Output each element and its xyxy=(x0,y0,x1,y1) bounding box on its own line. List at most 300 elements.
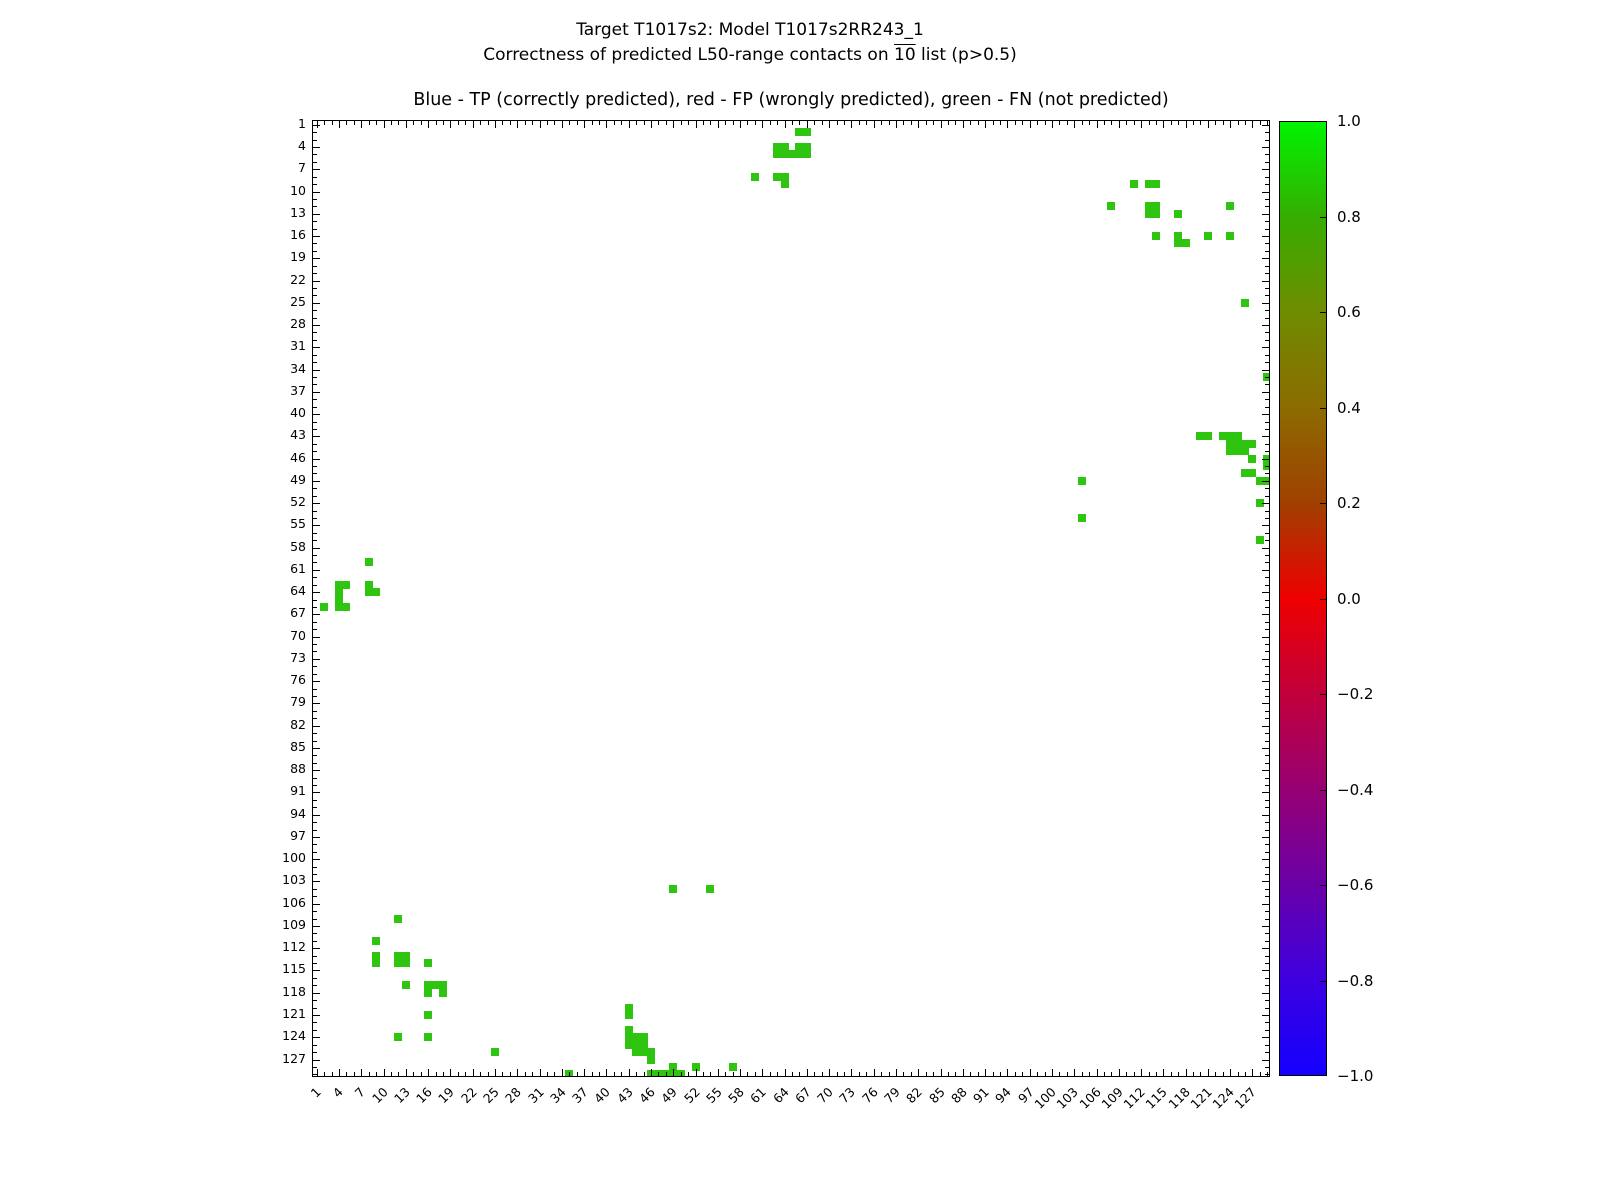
y-tick xyxy=(313,162,317,163)
colorbar-tick xyxy=(1320,790,1327,791)
x-tick xyxy=(517,1069,518,1076)
y-tick xyxy=(1265,577,1269,578)
x-tick xyxy=(644,121,645,125)
y-tick xyxy=(313,503,320,504)
x-tick xyxy=(1015,1072,1016,1076)
fn-cell xyxy=(1152,232,1160,240)
x-tick-label: 13 xyxy=(390,1084,413,1107)
y-tick xyxy=(313,511,317,512)
x-tick xyxy=(346,1072,347,1076)
x-tick xyxy=(762,1069,763,1076)
x-tick xyxy=(450,121,451,128)
y-tick-label: 37 xyxy=(290,382,306,398)
y-tick-label: 121 xyxy=(282,1005,306,1021)
fn-cell xyxy=(424,959,432,967)
y-tick-label: 76 xyxy=(290,672,306,688)
y-tick xyxy=(1265,377,1269,378)
x-tick xyxy=(733,121,734,125)
x-tick xyxy=(547,121,548,125)
y-tick xyxy=(1262,993,1269,994)
x-tick xyxy=(1134,1072,1135,1076)
y-tick xyxy=(1265,540,1269,541)
colorbar-tick xyxy=(1320,503,1327,504)
x-tick xyxy=(346,121,347,125)
y-tick xyxy=(1265,533,1269,534)
x-tick xyxy=(777,121,778,125)
x-tick xyxy=(718,121,719,128)
y-tick xyxy=(1262,147,1269,148)
y-tick xyxy=(313,763,317,764)
x-tick xyxy=(696,1069,697,1076)
y-tick-label: 127 xyxy=(282,1050,306,1066)
y-tick xyxy=(1265,711,1269,712)
y-tick xyxy=(313,837,320,838)
x-tick xyxy=(1193,1072,1194,1076)
x-tick xyxy=(1059,121,1060,125)
x-tick xyxy=(584,121,585,128)
y-tick xyxy=(313,792,320,793)
y-tick xyxy=(1265,422,1269,423)
y-tick xyxy=(313,970,320,971)
x-tick xyxy=(658,121,659,125)
y-tick xyxy=(1265,978,1269,979)
x-tick xyxy=(406,1069,407,1076)
x-tick xyxy=(866,1072,867,1076)
y-tick xyxy=(313,844,317,845)
y-tick xyxy=(1265,822,1269,823)
y-tick xyxy=(1265,162,1269,163)
x-tick-label: 34 xyxy=(546,1084,569,1107)
colorbar-tick xyxy=(1320,312,1327,313)
y-tick xyxy=(313,711,317,712)
x-tick xyxy=(569,121,570,125)
y-tick xyxy=(313,310,317,311)
y-tick-label: 28 xyxy=(290,316,306,331)
y-tick xyxy=(1265,177,1269,178)
x-tick xyxy=(651,121,652,128)
x-tick-label: 7 xyxy=(351,1084,369,1101)
colorbar-tick xyxy=(1320,217,1327,218)
x-tick xyxy=(881,1072,882,1076)
y-tick xyxy=(1265,755,1269,756)
y-tick xyxy=(313,651,317,652)
x-tick xyxy=(1074,121,1075,128)
y-tick xyxy=(313,154,317,155)
x-tick xyxy=(807,121,808,128)
colorbar-tick-label: 0.4 xyxy=(1337,398,1361,417)
x-tick xyxy=(703,1072,704,1076)
y-tick xyxy=(1265,511,1269,512)
x-tick xyxy=(1178,1072,1179,1076)
x-tick xyxy=(948,121,949,125)
x-tick xyxy=(822,121,823,125)
y-tick xyxy=(1265,184,1269,185)
x-tick-label: 40 xyxy=(591,1084,614,1107)
y-tick-label: 124 xyxy=(282,1028,306,1044)
x-tick xyxy=(785,121,786,128)
y-tick xyxy=(1265,399,1269,400)
y-tick xyxy=(313,318,317,319)
y-tick xyxy=(1265,355,1269,356)
x-tick-label: 1 xyxy=(307,1084,324,1101)
colorbar-tick-label: −0.6 xyxy=(1337,876,1374,894)
x-tick xyxy=(473,1069,474,1076)
y-tick-label: 22 xyxy=(290,271,306,287)
x-tick xyxy=(740,1069,741,1076)
x-tick xyxy=(1245,121,1246,125)
x-tick xyxy=(1111,121,1112,125)
y-tick xyxy=(1265,644,1269,645)
x-tick xyxy=(807,1069,808,1076)
x-tick xyxy=(718,1069,719,1076)
y-tick xyxy=(1262,703,1269,704)
x-tick xyxy=(918,121,919,128)
x-tick xyxy=(554,121,555,125)
x-tick-label: 76 xyxy=(858,1084,881,1107)
y-tick xyxy=(1265,689,1269,690)
y-tick xyxy=(313,911,317,912)
y-tick xyxy=(1265,473,1269,474)
x-tick xyxy=(710,121,711,125)
y-tick xyxy=(1265,221,1269,222)
y-tick xyxy=(1262,370,1269,371)
x-tick xyxy=(391,1072,392,1076)
x-tick xyxy=(681,1072,682,1076)
x-tick xyxy=(851,1069,852,1076)
x-tick xyxy=(1178,121,1179,125)
y-tick xyxy=(313,1052,317,1053)
y-tick xyxy=(1265,1045,1269,1046)
y-tick xyxy=(1265,243,1269,244)
y-tick-label: 61 xyxy=(290,560,306,576)
y-tick xyxy=(313,919,317,920)
y-tick xyxy=(313,422,317,423)
title-line2-prefix: Correctness of predicted L50-range contacts on xyxy=(483,45,894,65)
x-tick xyxy=(688,121,689,125)
y-tick xyxy=(1265,741,1269,742)
x-tick xyxy=(465,121,466,125)
x-tick xyxy=(1007,1069,1008,1076)
y-tick-label: 19 xyxy=(290,249,306,265)
x-tick xyxy=(1156,121,1157,125)
y-tick-label: 103 xyxy=(282,872,306,888)
x-tick xyxy=(391,121,392,125)
y-tick xyxy=(1262,948,1269,949)
y-tick xyxy=(313,607,317,608)
y-tick xyxy=(313,1022,317,1023)
y-tick-label: 118 xyxy=(282,983,306,999)
y-tick xyxy=(313,577,317,578)
x-tick xyxy=(1037,1072,1038,1076)
fn-cell xyxy=(1152,210,1160,218)
x-tick-label: 124 xyxy=(1209,1084,1238,1112)
y-tick xyxy=(313,481,320,482)
x-tick xyxy=(599,121,600,125)
x-tick-label: 22 xyxy=(457,1084,480,1107)
x-tick-label: 52 xyxy=(680,1084,703,1107)
colorbar-tick-label: −0.2 xyxy=(1337,685,1374,703)
y-tick xyxy=(313,407,317,408)
y-tick xyxy=(1262,503,1269,504)
x-tick xyxy=(896,121,897,128)
y-tick xyxy=(313,993,320,994)
y-tick xyxy=(313,896,317,897)
y-tick-label: 94 xyxy=(290,805,306,821)
y-tick xyxy=(313,540,317,541)
x-tick xyxy=(1104,1072,1105,1076)
y-tick xyxy=(313,125,320,126)
y-tick xyxy=(1265,778,1269,779)
x-tick xyxy=(488,1072,489,1076)
colorbar-tick-label: 0.8 xyxy=(1337,207,1361,226)
x-tick xyxy=(903,121,904,125)
x-tick-label: 79 xyxy=(881,1084,903,1107)
colorbar-tick-label: −1.0 xyxy=(1337,1067,1374,1085)
y-tick xyxy=(1265,1022,1269,1023)
x-tick xyxy=(413,121,414,125)
x-tick xyxy=(1200,121,1201,125)
y-tick xyxy=(1265,844,1269,845)
x-tick xyxy=(889,1072,890,1076)
x-tick xyxy=(903,1072,904,1076)
y-tick-label: 115 xyxy=(282,961,306,977)
x-tick xyxy=(673,1069,674,1076)
x-tick xyxy=(562,121,563,128)
x-tick xyxy=(1238,121,1239,125)
x-tick xyxy=(502,1072,503,1076)
y-tick xyxy=(313,496,317,497)
y-tick-label: 109 xyxy=(282,916,306,932)
x-tick xyxy=(926,1072,927,1076)
x-tick xyxy=(770,121,771,125)
x-tick xyxy=(1097,1069,1098,1076)
x-tick xyxy=(361,121,362,128)
x-tick xyxy=(859,121,860,125)
x-tick xyxy=(696,121,697,128)
x-tick xyxy=(629,1069,630,1076)
y-tick xyxy=(313,347,320,348)
x-tick xyxy=(978,121,979,125)
x-tick xyxy=(1111,1072,1112,1076)
y-tick xyxy=(1265,600,1269,601)
y-tick xyxy=(1265,785,1269,786)
y-tick xyxy=(1265,266,1269,267)
y-tick-label: 1 xyxy=(298,115,306,131)
y-tick xyxy=(1262,481,1269,482)
y-tick-label: 70 xyxy=(290,627,306,643)
y-tick xyxy=(313,741,317,742)
y-tick xyxy=(1262,1060,1269,1061)
x-tick xyxy=(1037,121,1038,125)
x-tick-label: 10 xyxy=(368,1084,391,1107)
y-tick xyxy=(313,206,317,207)
fn-cell xyxy=(402,959,410,967)
x-tick xyxy=(1015,121,1016,125)
y-tick xyxy=(313,147,320,148)
x-tick xyxy=(829,121,830,128)
y-tick xyxy=(313,340,317,341)
x-tick-label: 31 xyxy=(524,1084,547,1107)
x-tick-label: 70 xyxy=(814,1084,836,1107)
x-tick xyxy=(1186,1069,1187,1076)
y-tick xyxy=(1265,362,1269,363)
y-tick xyxy=(1265,629,1269,630)
fn-cell xyxy=(439,989,447,997)
x-tick xyxy=(1141,121,1142,128)
y-tick xyxy=(1265,674,1269,675)
x-tick xyxy=(480,1072,481,1076)
y-tick xyxy=(313,370,320,371)
x-tick-label: 106 xyxy=(1075,1084,1104,1112)
x-tick xyxy=(413,1072,414,1076)
axes-title: Blue - TP (correctly predicted), red - FP (wrongly predicted), green - FN (not predicted) xyxy=(413,90,1169,110)
x-tick xyxy=(369,121,370,125)
fn-cell xyxy=(394,1033,402,1041)
x-tick xyxy=(540,121,541,128)
y-tick xyxy=(313,978,317,979)
y-tick xyxy=(313,288,317,289)
y-tick xyxy=(313,926,320,927)
y-tick xyxy=(1262,815,1269,816)
x-tick xyxy=(1230,121,1231,128)
x-tick xyxy=(666,1072,667,1076)
y-tick xyxy=(313,221,317,222)
x-tick xyxy=(510,121,511,125)
x-tick xyxy=(1245,1072,1246,1076)
y-tick xyxy=(313,273,317,274)
y-tick-label: 112 xyxy=(282,939,306,955)
y-tick xyxy=(313,956,317,957)
fn-cell xyxy=(1248,440,1256,448)
x-tick xyxy=(361,1069,362,1076)
x-tick xyxy=(740,121,741,128)
y-tick xyxy=(1262,392,1269,393)
fn-cell xyxy=(1078,514,1086,522)
y-tick xyxy=(313,933,317,934)
x-tick xyxy=(1267,121,1268,125)
x-tick xyxy=(1215,1072,1216,1076)
y-tick xyxy=(1265,874,1269,875)
y-tick xyxy=(1265,518,1269,519)
fn-cell xyxy=(394,915,402,923)
y-tick xyxy=(1265,800,1269,801)
y-tick xyxy=(313,362,317,363)
y-tick-label: 67 xyxy=(290,605,306,621)
y-tick xyxy=(1262,192,1269,193)
y-tick xyxy=(313,229,317,230)
y-tick xyxy=(313,214,320,215)
x-tick xyxy=(725,121,726,125)
x-tick xyxy=(844,121,845,125)
y-tick xyxy=(1265,199,1269,200)
y-tick xyxy=(313,770,320,771)
x-tick xyxy=(1252,1069,1253,1076)
y-tick xyxy=(313,948,320,949)
y-tick xyxy=(313,303,320,304)
colorbar-tick xyxy=(1320,981,1327,982)
y-tick xyxy=(313,637,320,638)
y-tick xyxy=(1265,384,1269,385)
x-tick xyxy=(1059,1072,1060,1076)
y-tick xyxy=(1262,325,1269,326)
x-tick xyxy=(1149,121,1150,125)
title-line2-overline: 10 xyxy=(894,45,916,65)
y-tick xyxy=(313,295,317,296)
fn-cell xyxy=(365,558,373,566)
y-tick xyxy=(1262,214,1269,215)
y-tick xyxy=(313,681,320,682)
x-tick xyxy=(1030,121,1031,128)
y-tick xyxy=(313,1030,317,1031)
x-tick xyxy=(458,1072,459,1076)
colorbar-tick xyxy=(1320,599,1327,600)
fn-cell xyxy=(1152,180,1160,188)
x-tick xyxy=(502,121,503,125)
x-tick-label: 94 xyxy=(992,1084,1015,1107)
x-tick xyxy=(488,121,489,125)
y-tick xyxy=(313,451,317,452)
x-tick xyxy=(443,121,444,125)
x-tick xyxy=(955,121,956,125)
y-tick xyxy=(313,644,317,645)
y-tick xyxy=(1265,251,1269,252)
y-tick xyxy=(313,1060,320,1061)
x-tick xyxy=(1052,1069,1053,1076)
x-tick xyxy=(710,1072,711,1076)
x-tick xyxy=(785,1069,786,1076)
y-tick xyxy=(313,666,317,667)
x-tick xyxy=(644,1072,645,1076)
y-tick xyxy=(313,703,320,704)
y-tick xyxy=(1262,614,1269,615)
x-tick-label: 85 xyxy=(925,1084,948,1107)
x-tick xyxy=(970,121,971,125)
y-tick xyxy=(1265,332,1269,333)
colorbar-tick xyxy=(1320,885,1327,886)
y-tick xyxy=(313,384,317,385)
x-tick xyxy=(1163,1069,1164,1076)
y-tick xyxy=(313,548,320,549)
y-tick xyxy=(1262,926,1269,927)
x-tick xyxy=(384,1069,385,1076)
fn-cell xyxy=(1204,232,1212,240)
x-tick xyxy=(681,121,682,125)
x-tick xyxy=(398,121,399,125)
y-tick xyxy=(313,518,317,519)
x-tick xyxy=(1223,121,1224,125)
x-tick xyxy=(889,121,890,125)
fn-cell xyxy=(320,603,328,611)
y-tick-label: 34 xyxy=(290,360,306,376)
x-tick xyxy=(1215,121,1216,125)
y-tick xyxy=(313,755,317,756)
y-tick xyxy=(313,1074,317,1075)
x-tick xyxy=(963,121,964,128)
colorbar-tick-label: 0.2 xyxy=(1337,494,1361,512)
y-tick xyxy=(1265,941,1269,942)
y-tick xyxy=(1265,496,1269,497)
x-tick xyxy=(1200,1072,1201,1076)
y-tick xyxy=(313,785,317,786)
fn-cell xyxy=(669,885,677,893)
x-tick xyxy=(747,1072,748,1076)
x-tick xyxy=(324,121,325,125)
y-tick-label: 88 xyxy=(290,761,306,777)
x-tick xyxy=(1067,1072,1068,1076)
fn-cell xyxy=(803,128,811,136)
x-tick xyxy=(1052,121,1053,128)
x-tick xyxy=(339,121,340,128)
